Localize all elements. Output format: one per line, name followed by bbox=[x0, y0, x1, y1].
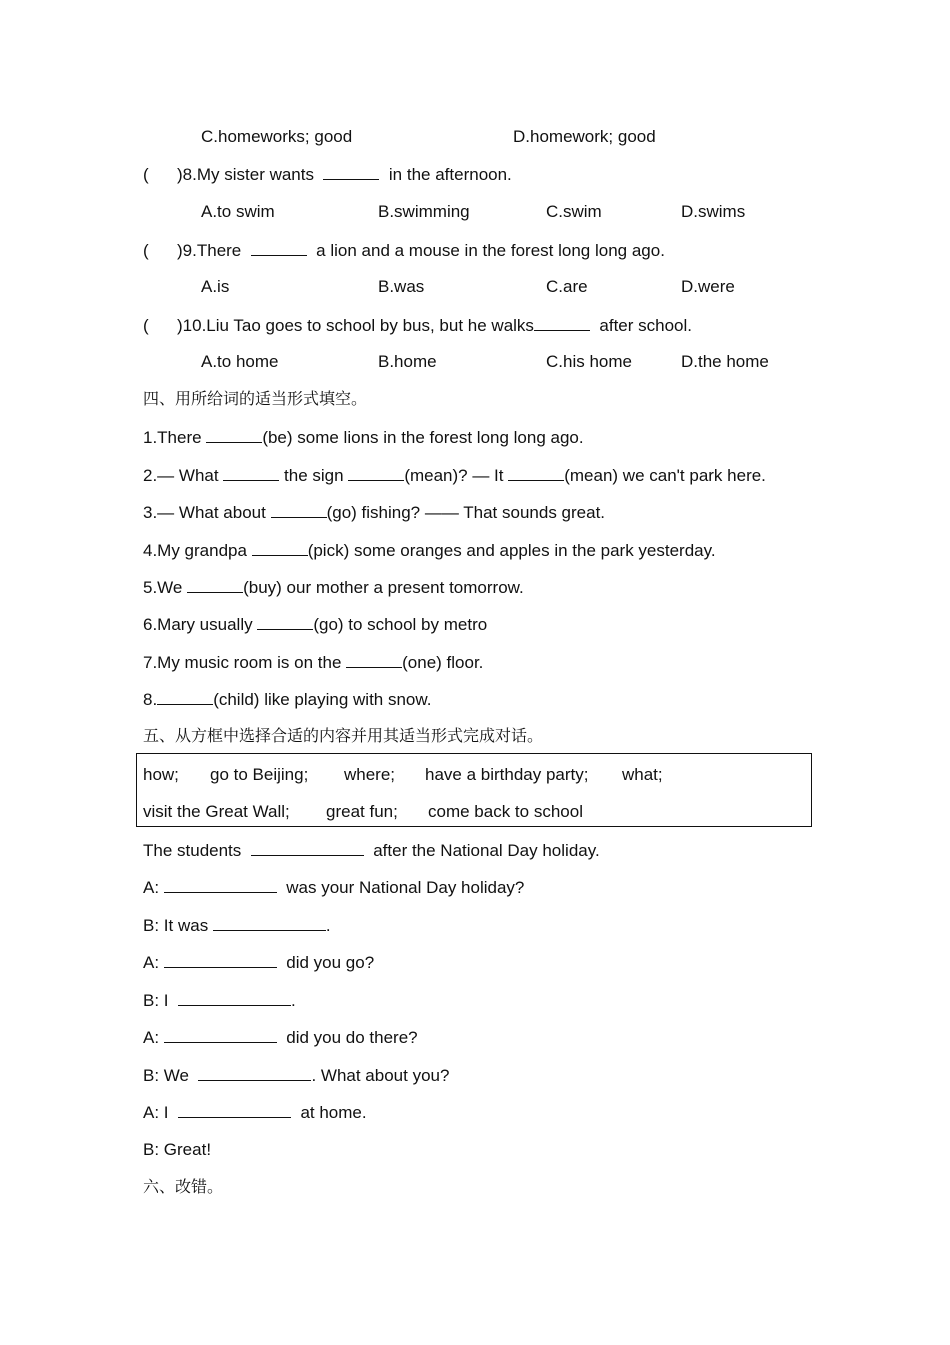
q8-option-d: D.swims bbox=[681, 202, 746, 221]
section-4-heading: 四、用所给词的适当形式填空。 bbox=[143, 389, 368, 408]
q9-option-d: D.were bbox=[681, 277, 735, 296]
q8-option-a: A.to swim bbox=[201, 202, 275, 221]
q10-option-b: B.home bbox=[378, 352, 437, 371]
q9-option-a: A.is bbox=[201, 277, 230, 296]
q10-option-c: C.his home bbox=[546, 352, 632, 371]
word-box-item: where; bbox=[344, 765, 396, 784]
dialogue-line: B: Great! bbox=[143, 1140, 212, 1159]
dialogue-line: A: did you do there? bbox=[143, 1028, 418, 1047]
dialogue-line: B: We . What about you? bbox=[143, 1066, 450, 1085]
dialogue-intro: The students after the National Day holiday. bbox=[143, 841, 600, 860]
section-6-heading: 六、改错。 bbox=[143, 1177, 224, 1196]
fill-item-6: 6.Mary usually (go) to school by metro bbox=[143, 615, 488, 634]
q9-option-b: B.was bbox=[378, 277, 425, 296]
fill-item-2: 2.— What the sign (mean)? — It (mean) we can't park here. bbox=[143, 466, 766, 485]
question-10: ( )10.Liu Tao goes to school by bus, but he walks after school. bbox=[143, 316, 692, 335]
dialogue-line: A: I at home. bbox=[143, 1103, 367, 1122]
word-box-item: what; bbox=[622, 765, 663, 784]
fill-item-3: 3.— What about (go) fishing? —— That sounds great. bbox=[143, 503, 606, 522]
word-box-item: how; bbox=[143, 765, 179, 784]
q10-option-a: A.to home bbox=[201, 352, 279, 371]
fill-item-8: 8. (child) like playing with snow. bbox=[143, 690, 432, 709]
dialogue-line: A: was your National Day holiday? bbox=[143, 878, 525, 897]
q7-option-d: D.homework; good bbox=[513, 127, 656, 146]
word-box-item: come back to school bbox=[428, 802, 583, 821]
q8-option-c: C.swim bbox=[546, 202, 602, 221]
word-box-item: great fun; bbox=[326, 802, 398, 821]
dialogue-line: A: did you go? bbox=[143, 953, 375, 972]
section-5-heading: 五、从方框中选择合适的内容并用其适当形式完成对话。 bbox=[143, 726, 544, 745]
fill-item-4: 4.My grandpa (pick) some oranges and apples in the park yesterday. bbox=[143, 541, 716, 560]
fill-item-1: 1.There (be) some lions in the forest long long ago. bbox=[143, 428, 584, 447]
question-9: ( )9.There a lion and a mouse in the forest long long ago. bbox=[143, 241, 665, 260]
word-box-item: have a birthday party; bbox=[425, 765, 589, 784]
fill-item-5: 5.We (buy) our mother a present tomorrow. bbox=[143, 578, 524, 597]
q7-option-c: C.homeworks; good bbox=[201, 127, 353, 146]
question-8: ( )8.My sister wants in the afternoon. bbox=[143, 165, 512, 184]
word-box-item: visit the Great Wall; bbox=[143, 802, 290, 821]
q9-option-c: C.are bbox=[546, 277, 588, 296]
q8-option-b: B.swimming bbox=[378, 202, 470, 221]
fill-item-7: 7.My music room is on the (one) floor. bbox=[143, 653, 484, 672]
word-box-item: go to Beijing; bbox=[210, 765, 309, 784]
q10-option-d: D.the home bbox=[681, 352, 769, 371]
dialogue-line: B: I . bbox=[143, 991, 296, 1010]
dialogue-line: B: It was . bbox=[143, 916, 331, 935]
